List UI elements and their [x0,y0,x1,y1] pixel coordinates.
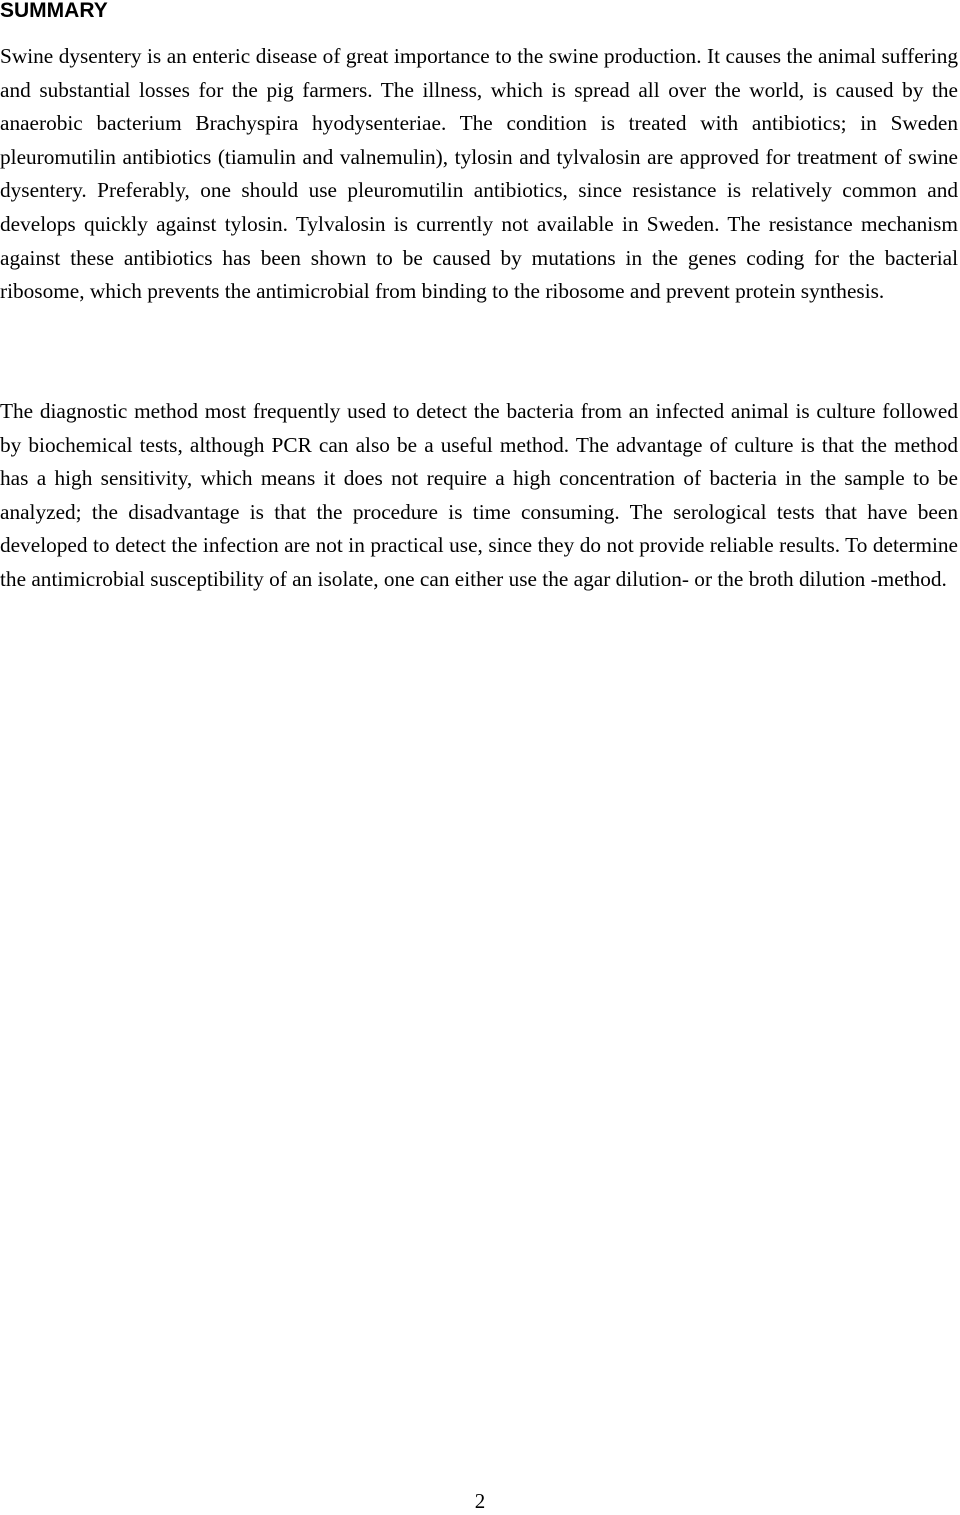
summary-paragraph-2: The diagnostic method most frequently used to detect the bacteria from an infected animal is culture followed by biochemical tests, although PCR can also be a useful method. The advantage of culture is that the method has a high sensitivity, which means it does not require a high concentration of bacteria in the sample to be analyzed; the disadvantage is that the procedure is time consuming. The serological tests that have been developed to detect the infection are not in practical use, since they do not provide reliable results. To determine the antimicrobial susceptibility of an isolate, one can either use the agar dilution- or the broth dilution -method. [0,399,958,591]
section-heading: SUMMARY [0,0,108,22]
page-number: 2 [474,1489,486,1513]
summary-paragraph-1: Swine dysentery is an enteric disease of great importance to the swine production. It causes the animal suffering and substantial losses for the pig farmers. The illness, which is spread all over the world, is caused by the anaerobic bacterium Brachyspira hyodysenteriae. The condition is treated with antibiotics; in Sweden pleuromutilin antibiotics (tiamulin and valnemulin), tylosin and tylvalosin are approved for treatment of swine dysentery. Preferably, one should use pleuromutilin antibiotics, since resistance is relatively common and develops quickly against tylosin. Tylvalosin is currently not available in Sweden. The resistance mechanism against these antibiotics has been shown to be caused by mutations in the genes coding for the bacterial ribosome, which prevents the antimicrobial from binding to the ribosome and prevent protein synthesis. [0,44,958,304]
